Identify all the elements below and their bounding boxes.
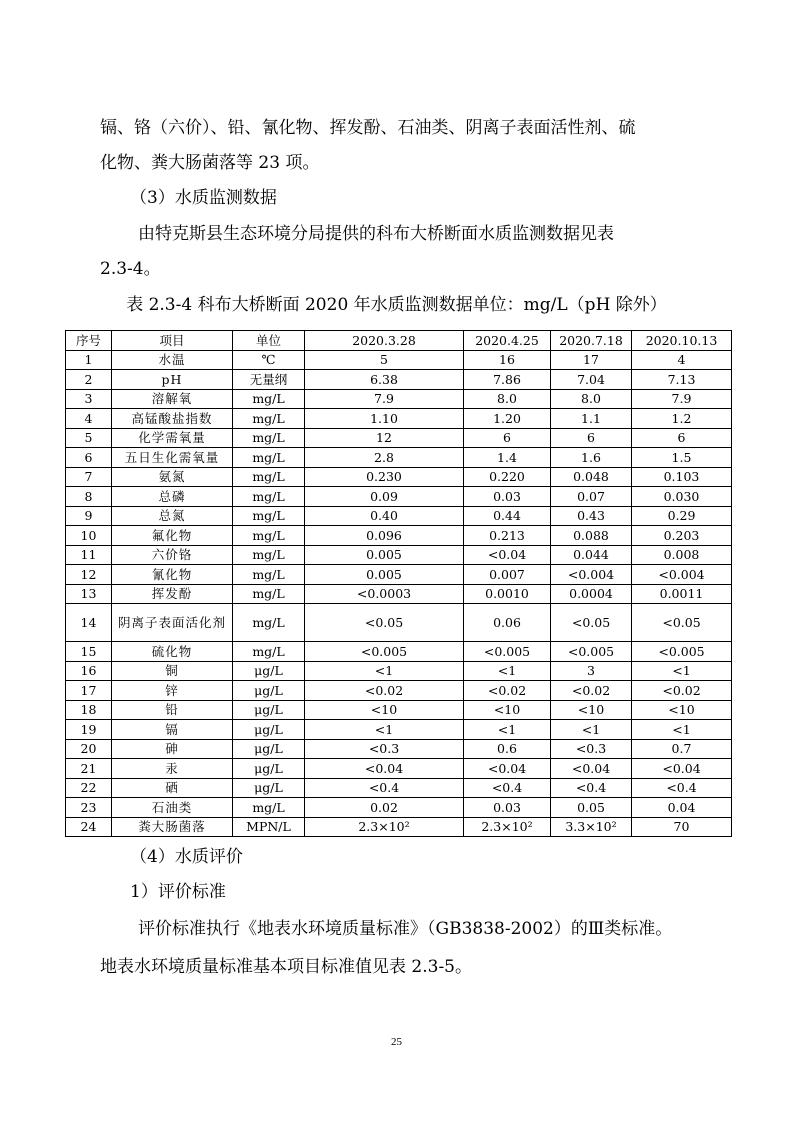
value-cell: 0.0011	[632, 584, 732, 604]
value-cell: <0.3	[551, 739, 632, 759]
unit-cell: mg/L	[233, 389, 305, 409]
item-cell: pH	[112, 370, 233, 390]
unit-cell: mg/L	[233, 798, 305, 818]
column-header: 项目	[112, 331, 233, 351]
table-row	[66, 467, 732, 487]
value-cell: 16	[464, 350, 551, 370]
value-cell: <1	[464, 720, 551, 740]
value-cell: 0.088	[551, 526, 632, 546]
row-number-cell: 24	[66, 817, 112, 837]
value-cell: <0.04	[551, 759, 632, 779]
value-cell: <0.004	[632, 565, 732, 585]
value-cell: <0.005	[464, 642, 551, 662]
table-row	[66, 526, 732, 546]
value-cell: 0.07	[551, 487, 632, 507]
value-cell: <1	[632, 661, 732, 681]
value-cell: 0.203	[632, 526, 732, 546]
table-row	[66, 409, 732, 429]
value-cell: 1.1	[551, 409, 632, 429]
row-number-cell: 4	[66, 409, 112, 429]
value-cell: 1.20	[464, 409, 551, 429]
value-cell: 7.9	[632, 389, 732, 409]
body-paragraph-line: 2.3-4。	[100, 259, 161, 279]
value-cell: <0.02	[305, 681, 464, 701]
unit-cell: ℃	[233, 350, 305, 370]
value-cell: 1.2	[632, 409, 732, 429]
value-cell: 0.43	[551, 506, 632, 526]
value-cell: 0.005	[305, 565, 464, 585]
value-cell: 0.220	[464, 467, 551, 487]
value-cell: <0.0003	[305, 584, 464, 604]
value-cell: <10	[551, 700, 632, 720]
value-cell: <0.04	[632, 759, 732, 779]
value-cell: 0.230	[305, 467, 464, 487]
value-cell: <0.02	[632, 681, 732, 701]
value-cell: <0.04	[464, 545, 551, 565]
value-cell: 7.86	[464, 370, 551, 390]
value-cell: 17	[551, 350, 632, 370]
row-number-cell: 2	[66, 370, 112, 390]
row-number-cell: 20	[66, 739, 112, 759]
item-cell: 总磷	[112, 487, 233, 507]
unit-cell: μg/L	[233, 720, 305, 740]
value-cell: 70	[632, 817, 732, 837]
unit-cell: μg/L	[233, 739, 305, 759]
item-cell: 锌	[112, 681, 233, 701]
item-cell: 铅	[112, 700, 233, 720]
unit-cell: mg/L	[233, 428, 305, 448]
value-cell: 0.02	[305, 798, 464, 818]
table-row	[66, 700, 732, 720]
value-cell: 0.103	[632, 467, 732, 487]
value-cell: 0.048	[551, 467, 632, 487]
row-number-cell: 19	[66, 720, 112, 740]
value-cell: 2.3×10²	[305, 817, 464, 837]
column-header: 2020.10.13	[632, 331, 732, 351]
value-cell: <0.05	[551, 604, 632, 642]
value-cell: 3	[551, 661, 632, 681]
value-cell: 6	[551, 428, 632, 448]
value-cell: 7.04	[551, 370, 632, 390]
value-cell: 2.8	[305, 448, 464, 468]
table-row	[66, 370, 732, 390]
column-header: 2020.7.18	[551, 331, 632, 351]
item-cell: 氟化物	[112, 526, 233, 546]
row-number-cell: 12	[66, 565, 112, 585]
value-cell: 4	[632, 350, 732, 370]
table-row	[66, 661, 732, 681]
value-cell: 0.09	[305, 487, 464, 507]
value-cell: <0.4	[551, 778, 632, 798]
row-number-cell: 23	[66, 798, 112, 818]
item-cell: 石油类	[112, 798, 233, 818]
value-cell: 8.0	[464, 389, 551, 409]
value-cell: 6	[464, 428, 551, 448]
table-caption: 表 2.3-4 科布大桥断面 2020 年水质监测数据单位：mg/L（pH 除外）	[126, 295, 667, 315]
value-cell: 8.0	[551, 389, 632, 409]
table-row	[66, 720, 732, 740]
row-number-cell: 3	[66, 389, 112, 409]
table-row	[66, 584, 732, 604]
value-cell: 7.9	[305, 389, 464, 409]
value-cell: 5	[305, 350, 464, 370]
value-cell: <0.4	[305, 778, 464, 798]
value-cell: 0.213	[464, 526, 551, 546]
value-cell: <0.05	[305, 604, 464, 642]
value-cell: 1.5	[632, 448, 732, 468]
item-cell: 镉	[112, 720, 233, 740]
body-paragraph-line: 由特克斯县生态环境分局提供的科布大桥断面水质监测数据见表	[138, 224, 614, 244]
item-cell: 粪大肠菌落	[112, 817, 233, 837]
value-cell: 0.7	[632, 739, 732, 759]
row-number-cell: 5	[66, 428, 112, 448]
row-number-cell: 17	[66, 681, 112, 701]
value-cell: 6	[632, 428, 732, 448]
row-number-cell: 6	[66, 448, 112, 468]
value-cell: <0.4	[632, 778, 732, 798]
value-cell: <10	[632, 700, 732, 720]
table-row	[66, 389, 732, 409]
row-number-cell: 14	[66, 604, 112, 642]
table-row	[66, 798, 732, 818]
table-row	[66, 545, 732, 565]
table-row	[66, 487, 732, 507]
item-cell: 硒	[112, 778, 233, 798]
value-cell: <0.005	[551, 642, 632, 662]
value-cell: 0.03	[464, 798, 551, 818]
section-heading: （4）水质评价	[130, 847, 243, 867]
table-row	[66, 506, 732, 526]
value-cell: <0.4	[464, 778, 551, 798]
value-cell: <10	[305, 700, 464, 720]
unit-cell: mg/L	[233, 604, 305, 642]
value-cell: 0.0004	[551, 584, 632, 604]
value-cell: 0.0010	[464, 584, 551, 604]
unit-cell: μg/L	[233, 778, 305, 798]
table-header-row	[66, 331, 732, 351]
item-cell: 阴离子表面活化剂	[112, 604, 233, 642]
value-cell: <1	[305, 661, 464, 681]
value-cell: <0.02	[464, 681, 551, 701]
item-cell: 挥发酚	[112, 584, 233, 604]
row-number-cell: 16	[66, 661, 112, 681]
value-cell: <0.02	[551, 681, 632, 701]
unit-cell: mg/L	[233, 584, 305, 604]
value-cell: 2.3×10²	[464, 817, 551, 837]
unit-cell: mg/L	[233, 545, 305, 565]
value-cell: 0.030	[632, 487, 732, 507]
subsection-heading: 1）评价标准	[130, 882, 226, 902]
value-cell: <0.005	[632, 642, 732, 662]
row-number-cell: 8	[66, 487, 112, 507]
item-cell: 五日生化需氧量	[112, 448, 233, 468]
unit-cell: 无量纲	[233, 370, 305, 390]
table-row	[66, 817, 732, 837]
row-number-cell: 13	[66, 584, 112, 604]
unit-cell: μg/L	[233, 759, 305, 779]
value-cell: <0.04	[464, 759, 551, 779]
row-number-cell: 1	[66, 350, 112, 370]
table-row	[66, 448, 732, 468]
page-number: 25	[391, 1036, 402, 1048]
value-cell: 0.03	[464, 487, 551, 507]
column-header: 2020.4.25	[464, 331, 551, 351]
item-cell: 六价铬	[112, 545, 233, 565]
value-cell: <0.004	[551, 565, 632, 585]
item-cell: 硫化物	[112, 642, 233, 662]
value-cell: 0.05	[551, 798, 632, 818]
table-row	[66, 681, 732, 701]
value-cell: <1	[464, 661, 551, 681]
value-cell: 0.044	[551, 545, 632, 565]
table-row	[66, 350, 732, 370]
value-cell: 1.10	[305, 409, 464, 429]
row-number-cell: 15	[66, 642, 112, 662]
value-cell: 6.38	[305, 370, 464, 390]
value-cell: 7.13	[632, 370, 732, 390]
value-cell: 0.44	[464, 506, 551, 526]
unit-cell: mg/L	[233, 506, 305, 526]
table-row	[66, 739, 732, 759]
value-cell: 0.04	[632, 798, 732, 818]
value-cell: 0.40	[305, 506, 464, 526]
item-cell: 氨氮	[112, 467, 233, 487]
water-quality-table	[65, 330, 732, 837]
value-cell: 1.6	[551, 448, 632, 468]
unit-cell: mg/L	[233, 565, 305, 585]
unit-cell: mg/L	[233, 409, 305, 429]
value-cell: 0.005	[305, 545, 464, 565]
unit-cell: μg/L	[233, 661, 305, 681]
value-cell: 12	[305, 428, 464, 448]
item-cell: 砷	[112, 739, 233, 759]
unit-cell: μg/L	[233, 700, 305, 720]
table-row	[66, 428, 732, 448]
body-paragraph-line: 评价标准执行《地表水环境质量标准》（GB3838-2002）的Ⅲ类标准。	[138, 919, 673, 939]
body-paragraph-line: 化物、粪大肠菌落等 23 项。	[100, 153, 320, 173]
unit-cell: mg/L	[233, 487, 305, 507]
value-cell: <0.3	[305, 739, 464, 759]
value-cell: <1	[551, 720, 632, 740]
value-cell: 3.3×10²	[551, 817, 632, 837]
item-cell: 高锰酸盐指数	[112, 409, 233, 429]
unit-cell: mg/L	[233, 467, 305, 487]
unit-cell: mg/L	[233, 448, 305, 468]
value-cell: <1	[305, 720, 464, 740]
table-row	[66, 565, 732, 585]
table-row	[66, 604, 732, 642]
body-paragraph-line: 地表水环境质量标准基本项目标准值见表 2.3-5。	[100, 957, 472, 977]
value-cell: 0.6	[464, 739, 551, 759]
table-row	[66, 759, 732, 779]
body-paragraph-line: 镉、铬（六价）、铅、氰化物、挥发酚、石油类、阴离子表面活性剂、硫	[100, 118, 636, 138]
row-number-cell: 11	[66, 545, 112, 565]
row-number-cell: 18	[66, 700, 112, 720]
row-number-cell: 21	[66, 759, 112, 779]
value-cell: 1.4	[464, 448, 551, 468]
unit-cell: mg/L	[233, 642, 305, 662]
row-number-cell: 7	[66, 467, 112, 487]
row-number-cell: 10	[66, 526, 112, 546]
item-cell: 氰化物	[112, 565, 233, 585]
item-cell: 汞	[112, 759, 233, 779]
unit-cell: mg/L	[233, 526, 305, 546]
value-cell: 0.096	[305, 526, 464, 546]
item-cell: 铜	[112, 661, 233, 681]
item-cell: 化学需氧量	[112, 428, 233, 448]
value-cell: <10	[464, 700, 551, 720]
value-cell: <0.005	[305, 642, 464, 662]
value-cell: <0.05	[632, 604, 732, 642]
table-row	[66, 642, 732, 662]
unit-cell: μg/L	[233, 681, 305, 701]
value-cell: 0.29	[632, 506, 732, 526]
row-number-cell: 22	[66, 778, 112, 798]
row-number-cell: 9	[66, 506, 112, 526]
table-row	[66, 778, 732, 798]
item-cell: 溶解氧	[112, 389, 233, 409]
column-header: 2020.3.28	[305, 331, 464, 351]
item-cell: 总氮	[112, 506, 233, 526]
value-cell: 0.007	[464, 565, 551, 585]
column-header: 序号	[66, 331, 112, 351]
value-cell: 0.008	[632, 545, 732, 565]
value-cell: <1	[632, 720, 732, 740]
unit-cell: MPN/L	[233, 817, 305, 837]
value-cell: 0.06	[464, 604, 551, 642]
column-header: 单位	[233, 331, 305, 351]
value-cell: <0.04	[305, 759, 464, 779]
item-cell: 水温	[112, 350, 233, 370]
section-heading: （3）水质监测数据	[130, 188, 277, 208]
